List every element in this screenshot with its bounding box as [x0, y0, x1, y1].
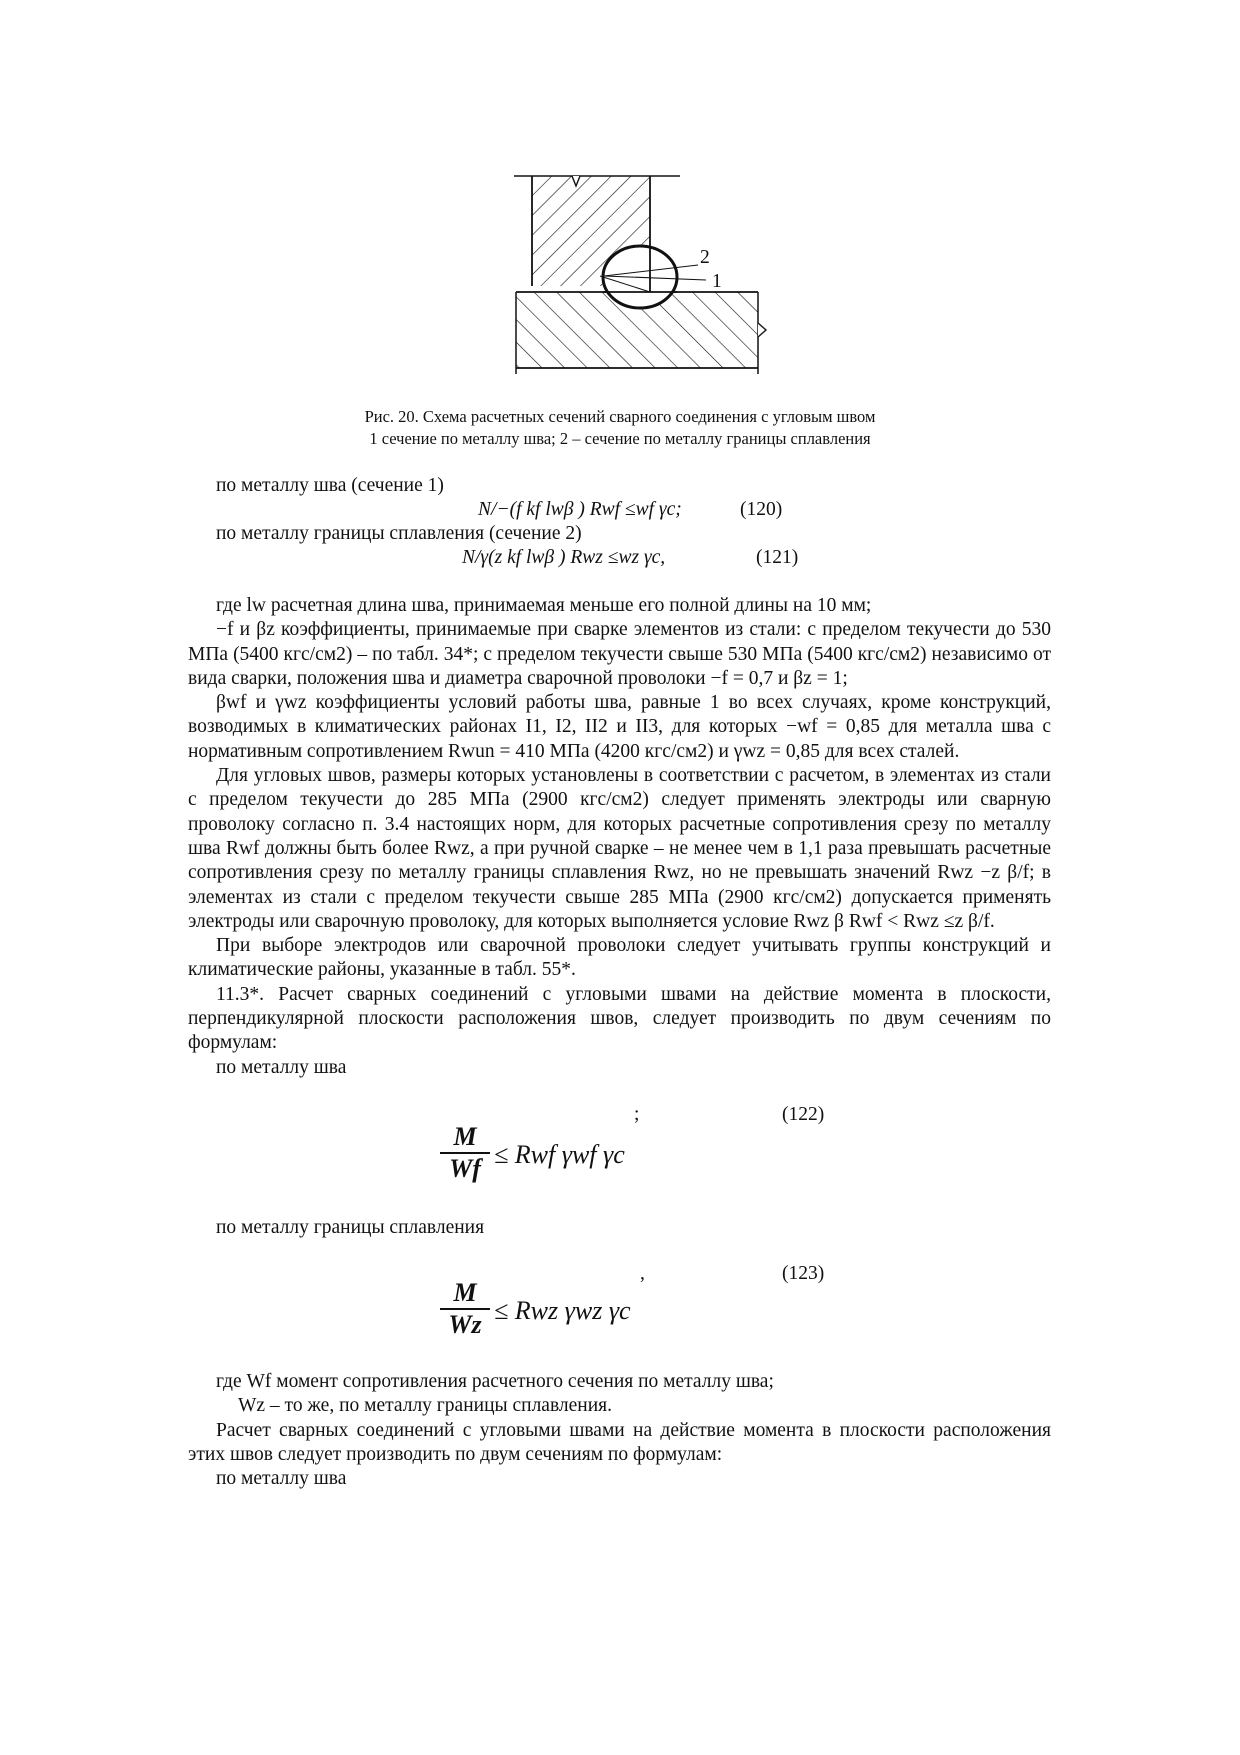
figure-label-2: 2: [700, 247, 710, 268]
paragraph: βwf и γwz коэффициенты условий работы шва, равные 1 во всех случаях, кроме конструкций, возводимых в климатических районах I1, I2, II2 и II3, для которых −wf = 0,85 для металла шва с нормативным сопротивлением Rwun = 410 МПа (4200 кгс/см2) и γwz = 0,85 для всех сталей.: [188, 692, 1051, 762]
paragraph: Для угловых швов, размеры которых установлены в соответствии с расчетом, в элементах из стали с пределом текучести до 285 МПа (2900 кгс/см2) следует применять электроды или сварную проволоку согласно п. 3.4 настоящих норм, для которых расчетные сопротивления срезу по металлу шва Rwf должны быть более Rwz, а при ручной сварке – не менее чем в 1,1 раза превышать расчетные сопротивления срезу по металлу границы сплавления Rwz, но не превышать значений Rwz −z β/f; в элементах из стали с пределом текучести свыше 285 МПа (2900 кгс/см2) допускается применять электроды или сварочную проволоку, для которых выполняется условие Rwz β Rwf < Rwz ≤z β/f.: [188, 765, 1051, 932]
eq122-fraction: [440, 1122, 490, 1184]
eq123-rhs: ≤ Rwz γwz γc: [494, 1296, 631, 1325]
formula-121-intro: по металлу границы сплавления (сечение 2): [216, 523, 582, 544]
eq123-separator: ,: [640, 1263, 645, 1284]
paragraph: 11.3*. Расчет сварных соединений с угловыми швами на действие момента в плоскости, перпендикулярной плоскости расположения швов, следует производить по двум сечениям по формулам:: [188, 983, 1051, 1054]
paragraph: −f и βz коэффициенты, принимаемые при сварке элементов из стали: с пределом текучести до 530 МПа (5400 кгс/см2) – по табл. 34*; с пределом текучести свыше 530 МПа (5400 кгс/см2) независимо от вида сварки, положения шва и диаметра сварочной проволоки −f = 0,7 и βz = 1;: [188, 619, 1051, 689]
eq123-fraction: [440, 1278, 490, 1340]
eq122-separator: ;: [634, 1104, 640, 1125]
eq123-number: (123): [782, 1263, 825, 1284]
figure-caption-line-1: Рис. 20. Схема расчетных сечений сварного соединения с угловым швом: [364, 407, 876, 426]
eq122-number: (122): [782, 1104, 825, 1125]
paragraph: При выборе электродов или сварочной проволоки следует учитывать группы конструкций и климатические районы, указанные в табл. 55*.: [188, 935, 1051, 981]
formula-121-number: (121): [756, 547, 799, 568]
paragraph: Wz – то же, по металлу границы сплавления.: [238, 1395, 613, 1417]
eq122-numerator: M: [453, 1122, 477, 1151]
paragraph: по металлу шва: [216, 1468, 347, 1490]
paragraph: где lw расчетная длина шва, принимаемая меньше его полной длины на 10 мм;: [216, 595, 872, 616]
eq122-rhs: ≤ Rwf γwf γc: [494, 1140, 625, 1169]
formula-121: N/γ(z kf lwβ ) Rwz ≤wz γc,: [462, 547, 666, 568]
tail-text: [188, 1370, 1051, 1491]
eq122-denominator: Wf: [449, 1154, 481, 1183]
weld-section-diagram: [500, 168, 800, 380]
eq123-intro: по металлу границы сплавления: [216, 1217, 485, 1238]
paragraph: где Wf момент сопротивления расчетного сечения по металлу шва;: [216, 1371, 774, 1392]
paragraph: по металлу шва: [216, 1056, 347, 1078]
body-text: [188, 594, 1051, 1080]
formula-120: N/−(f kf lwβ ) Rwf ≤wf γc;: [478, 499, 682, 520]
formula-120-number: (120): [740, 499, 783, 520]
paragraph: Расчет сварных соединений с угловыми швами на действие момента в плоскости расположения этих швов следует производить по двум сечениям по формулам:: [188, 1419, 1051, 1465]
figure-label-1: 1: [712, 271, 722, 292]
eq123-numerator: M: [453, 1278, 477, 1307]
eq123-denominator: Wz: [448, 1310, 482, 1339]
figure-caption-line-2: 1 сечение по металлу шва; 2 – сечение по металлу границы сплавления: [369, 429, 871, 448]
formula-120-intro: по металлу шва (сечение 1): [216, 475, 444, 496]
